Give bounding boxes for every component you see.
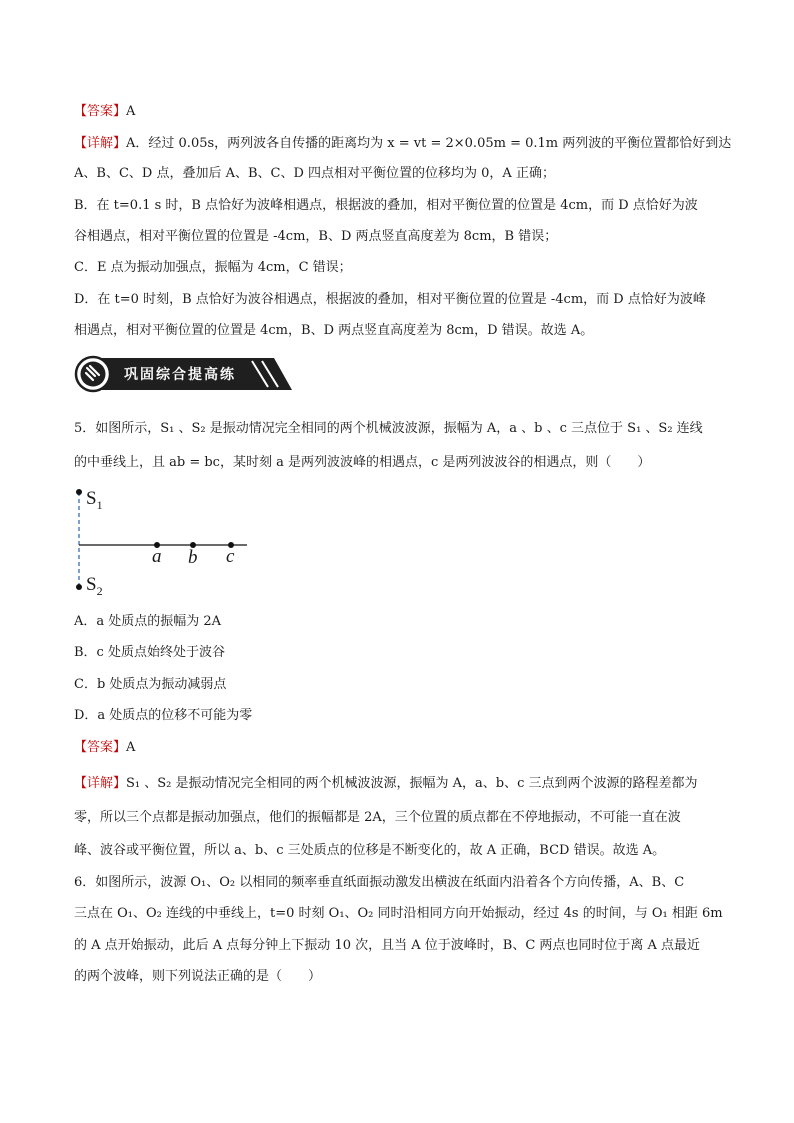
point-b-label: b xyxy=(188,547,198,568)
detail-line-6: D．在 t=0 时刻，B 点恰好为波谷相遇点，根据波的叠加，相对平衡位置的位置是 -4cm，而 D 点恰好为波峰 xyxy=(74,292,706,307)
detail-line-5: C．E 点为振动加强点，振幅为 4cm，C 错误； xyxy=(74,260,352,275)
detail-line-2: A、B、C、D 点，叠加后 A、B、C、D 四点相对平衡位置的位移均为 0，A 正确； xyxy=(74,166,555,181)
detail-line-7: 相遇点，相对平衡位置的位置是 4cm，B、D 两点竖直高度差为 8cm，D 错误。故选 A。 xyxy=(74,323,594,338)
detail2-line-3: 峰、波谷或平衡位置，所以 a、b、c 三处质点的位移是不断变化的，故 A 正确，BCD 错误。故选 A。 xyxy=(74,843,666,858)
section-banner xyxy=(74,355,296,393)
answer-value-2: A xyxy=(126,740,136,755)
detail2-text: S₁ 、S₂ 是振动情况完全相同的两个机械波波源，振幅为 A，a、b、c 三点到两个波源的路程差都为 xyxy=(126,776,698,791)
detail2-line-1 xyxy=(74,774,698,794)
source-s2-label: $S_2$ xyxy=(86,574,103,598)
detail-line-1 xyxy=(74,134,731,154)
q5-option-c: C．b 处质点为振动减弱点 xyxy=(74,677,227,692)
detail-text: A．经过 0.05s，两列波各自传播的距离均为 x = vt = 2×0.05m = 0.1m 两列波的平衡位置都恰好到达 xyxy=(126,136,732,151)
detail-line-4: 谷相遇点，相对平衡位置的位置是 -4cm，B、D 两点竖直高度差为 8cm，B 错误； xyxy=(74,229,558,244)
q5-line-2: 的中垂线上，且 ab = bc，某时刻 a 是两列波波峰的相遇点，c 是两列波波谷的相遇点，则（ ） xyxy=(74,455,651,470)
detail-tag-2: 【详解】 xyxy=(74,776,127,791)
detail2-line-2: 零，所以三个点都是振动加强点，他们的振幅都是 2A，三个位置的质点都在不停地振动，不可能一直在波 xyxy=(74,810,681,825)
q5-figure xyxy=(72,486,262,606)
q6-line-2: 三点在 O₁、O₂ 连线的中垂线上，t=0 时刻 O₁、O₂ 同时沿相同方向开始振动，经过 4s 的时间，与 O₁ 相距 6m xyxy=(74,906,723,921)
q5-line-1: 5．如图所示，S₁ 、S₂ 是振动情况完全相同的两个机械波波源，振幅为 A，a 、b 、c 三点位于 S₁ 、S₂ 连线 xyxy=(74,421,703,436)
point-c-label: c xyxy=(226,546,235,567)
q6-line-4: 的两个波峰，则下列说法正确的是（ ） xyxy=(74,969,322,984)
point-a-label: a xyxy=(152,546,162,567)
q5-option-b: B．c 处质点始终处于波谷 xyxy=(74,645,225,660)
answer-line xyxy=(74,102,135,122)
detail-tag: 【详解】 xyxy=(74,136,127,151)
source-s1-label: $S_1$ xyxy=(86,488,103,512)
answer-value: A xyxy=(126,104,136,119)
q6-line-1: 6．如图所示，波源 O₁、O₂ 以相同的频率垂直纸面振动激发出横波在纸面内沿着各个方向传播，A、B、C xyxy=(74,875,685,890)
section-title: 巩固综合提高练 xyxy=(124,367,236,383)
answer-line-2 xyxy=(74,738,135,758)
q5-option-d: D．a 处质点的位移不可能为零 xyxy=(74,708,253,723)
q6-line-3: 的 A 点开始振动，此后 A 点每分钟上下振动 10 次，且当 A 位于波峰时，B、C 两点也同时位于离 A 点最近 xyxy=(74,938,701,953)
q5-option-a: A．a 处质点的振幅为 2A xyxy=(74,614,222,629)
answer-tag: 【答案】 xyxy=(74,104,127,119)
answer-tag-2: 【答案】 xyxy=(74,740,127,755)
detail-line-3: B．在 t=0.1 s 时，B 点恰好为波峰相遇点，根据波的叠加，相对平衡位置的位置是 4cm，而 D 点恰好为波 xyxy=(74,198,698,213)
